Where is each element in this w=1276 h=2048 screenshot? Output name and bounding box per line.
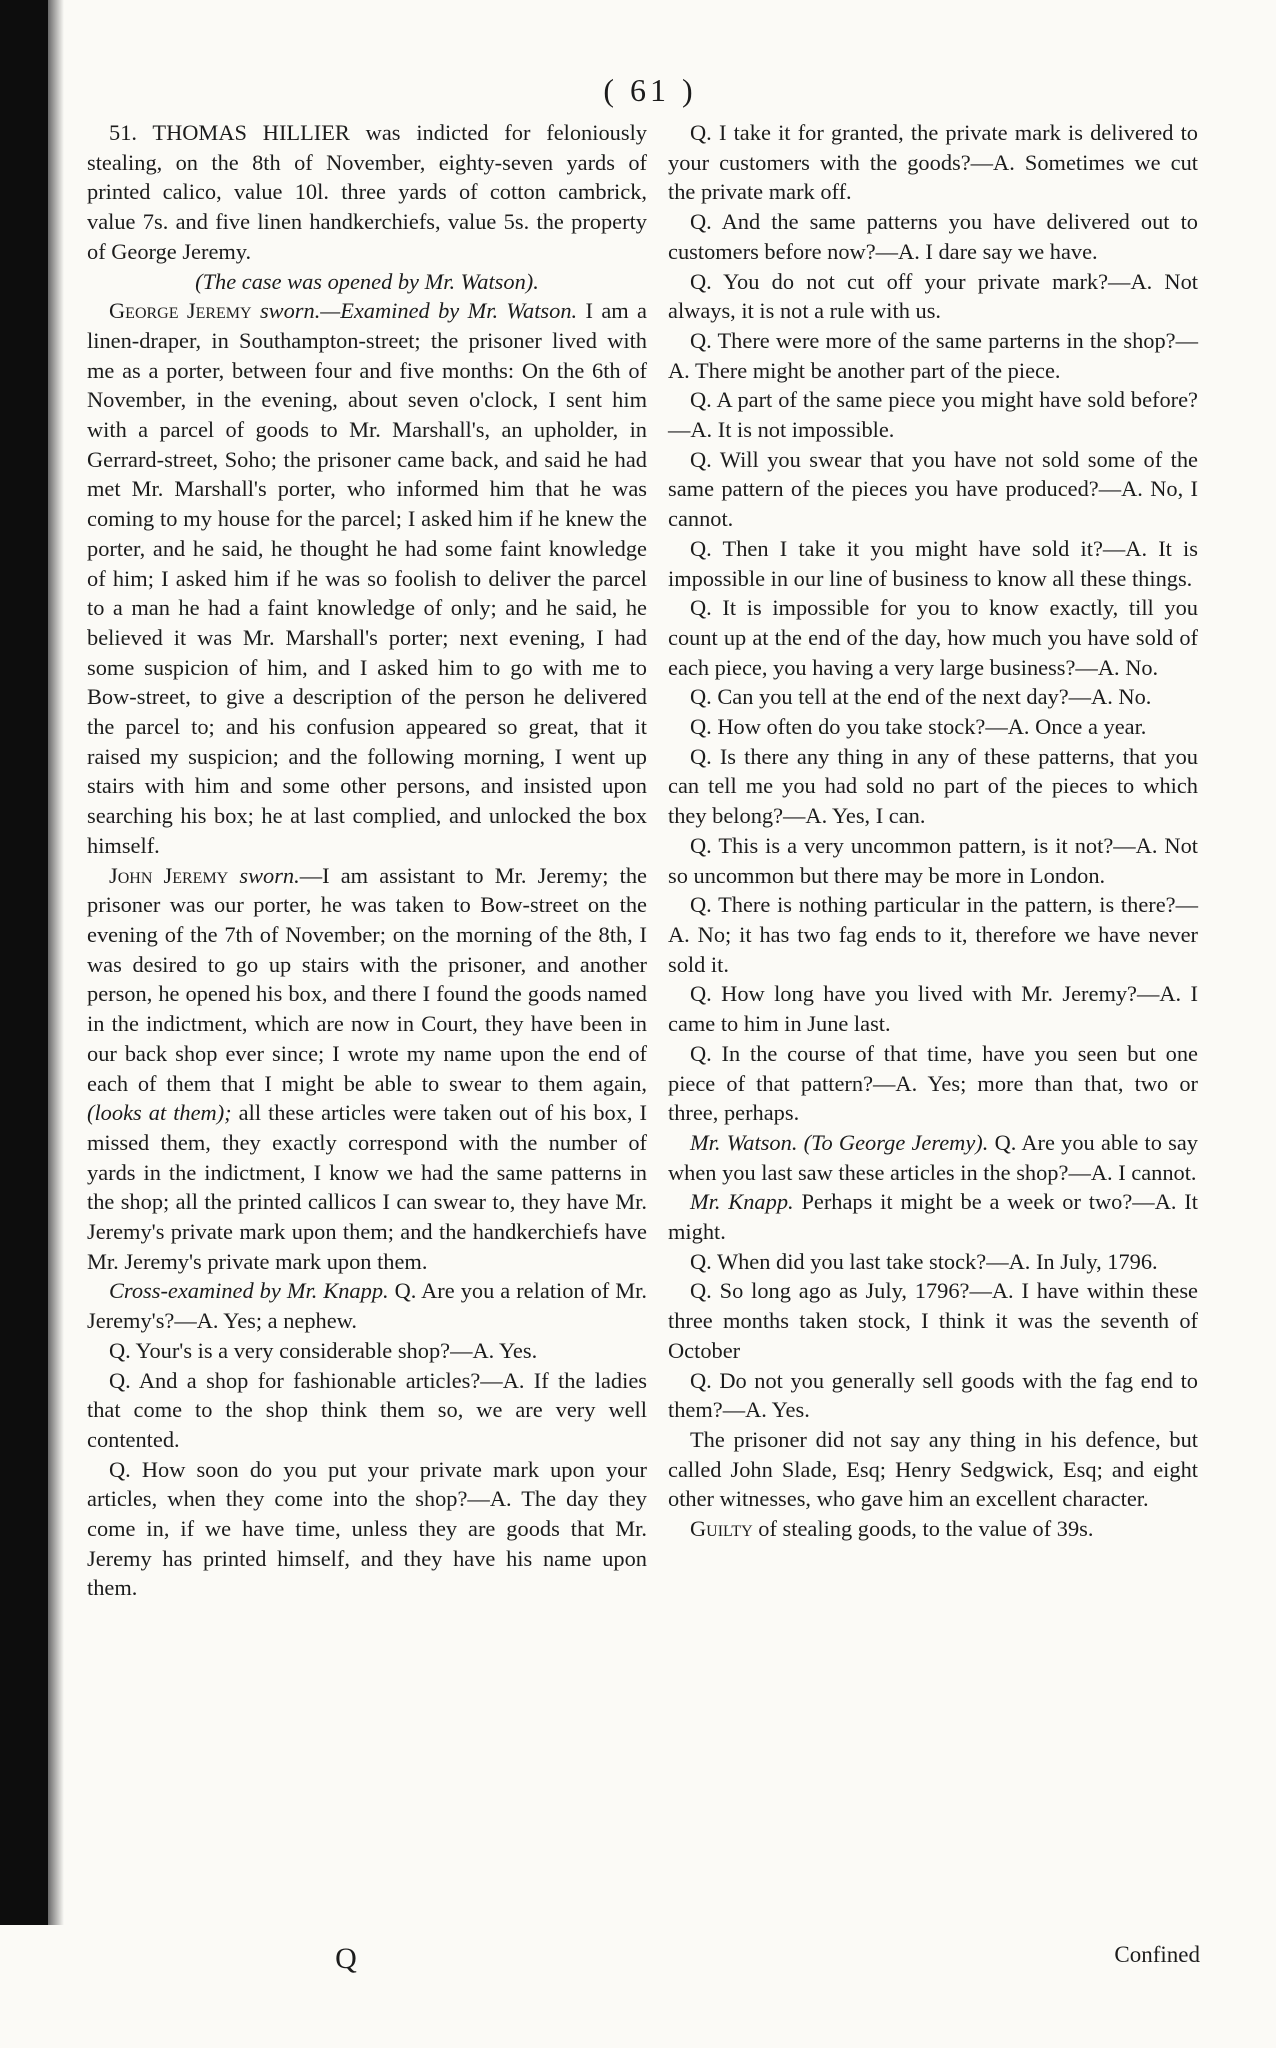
qa-paragraph: Q. How often do you take stock?—A. Once a year. <box>690 714 1147 740</box>
qa-paragraph: Q. There were more of the same parterns in the shop?—A. There might be another part of the piece. <box>668 327 1198 383</box>
cross-examined-note: Cross-examined by Mr. Knapp. <box>109 1278 389 1304</box>
binding-shadow <box>48 0 64 1925</box>
indictment-paragraph: 51. THOMAS HILLIER was indicted for feloniously stealing, on the 8th of November, eighty-seven yards of printed calico, value 10l. three yards of cotton cambrick, value 7s. and five linen handkerchiefs, value 5s. the property of George Jeremy. <box>87 120 647 264</box>
testimony-text: I am a linen-draper, in Southampton-street; the prisoner lived with me as a porter, between four and five months: On the 6th of November, in the evening, about seven o'clock, I sent him with a parcel of goods to Mr. Marshall's, an upholder, in Gerrard-street, Soho; the prisoner came back, and said he had met Mr. Marshall's porter, who informed him that he was coming to my house for the parcel; I asked him if he knew the porter, and he said, he thought he had some faint knowledge of him; I asked him if he was so foolish to deliver the parcel to a man he had a faint knowledge of only; and he said, he believed it was Mr. Marshall's porter; next evening, I had some suspicion of him, and I asked him to go with me to Bow-street, to give a description of the person he delivered the parcel to; and his confusion appeared so great, that it raised my suspicion; and the following morning, I went up stairs with him and some other persons, and insisted upon searching his box; he at last complied, and unlocked the box himself. <box>87 298 647 858</box>
qa-paragraph: Q. Is there any thing in any of these patterns, that you can tell me you had sold no part of the pieces to which they belong?—A. Yes, I can. <box>668 743 1198 829</box>
speaker-john-jeremy: John Jeremy <box>109 862 229 888</box>
qa-paragraph: Q. Will you swear that you have not sold some of the same pattern of the pieces you have produced?—A. No, I cannot. <box>668 446 1198 532</box>
cross-examination <box>87 1276 647 1335</box>
qa-paragraph: Q. In the course of that time, have you seen but one piece of that pattern?—A. Yes; more than that, two or three, perhaps. <box>668 1040 1198 1126</box>
signature-mark: Q <box>335 1942 357 1975</box>
qa-paragraph: Q. A part of the same piece you might have sold before?—A. It is not impossible. <box>668 387 1198 443</box>
verdict-text: of stealing goods, to the value of 39s. <box>758 1516 1094 1542</box>
sworn-note: sworn. <box>239 862 300 888</box>
qa-paragraph: Q. So long ago as July, 1796?—A. I have within these three months taken stock, I think it was the seventh of October <box>668 1278 1198 1363</box>
right-column <box>668 118 1198 1544</box>
qa-paragraph: Q. This is a very uncommon pattern, is it not?—A. Not so uncommon but there may be more in London. <box>668 832 1198 888</box>
speaker-mr-knapp: Mr. Knapp. <box>690 1189 794 1215</box>
qa-paragraph: Q. Do not you generally sell goods with the fag end to them?—A. Yes. <box>668 1367 1198 1423</box>
catchword: Confined <box>1114 1942 1200 1967</box>
testimony-text: all these articles were taken out of his box, I missed them, they exactly correspond with the number of yards in the indictment, I know we had the same patterns in the shop; all the printed callicos I can swear to, they have Mr. Jeremy's private mark upon them; and the handkerchiefs have Mr. Jeremy's private mark upon them. <box>87 1100 647 1274</box>
book-binding-edge <box>0 0 48 1925</box>
qa-paragraph: Q. How soon do you put your private mark upon your articles, when they come into the shop?—A. The day they come in, if we have time, unless they are goods that Mr. Jeremy has printed himself, and they have his name upon them. <box>87 1456 647 1601</box>
qa-paragraph: Q. How long have you lived with Mr. Jeremy?—A. I came to him in June last. <box>668 981 1198 1037</box>
verdict-paragraph <box>668 1514 1198 1544</box>
defence-paragraph: The prisoner did not say any thing in his defence, but called John Slade, Esq; Henry Sedgwick, Esq; and eight other witnesses, who gave him an excellent character. <box>668 1426 1198 1512</box>
watson-question <box>668 1128 1198 1187</box>
john-jeremy-testimony <box>87 861 647 1277</box>
qa-text: Perhaps it might be a week or two?—A. It might. <box>668 1189 1198 1245</box>
qa-paragraph: Q. When did you last take stock?—A. In July, 1796. <box>690 1248 1158 1274</box>
qa-paragraph: Q. Can you tell at the end of the next day?—A. No. <box>690 684 1152 710</box>
qa-paragraph: Q. Your's is a very considerable shop?—A. Yes. <box>109 1337 538 1363</box>
qa-paragraph: Q. There is nothing particular in the pattern, is there?—A. No; it has two fag ends to it, therefore we have never sold it. <box>668 892 1198 977</box>
qa-paragraph: Q. You do not cut off your private mark?—A. Not always, it is not a rule with us. <box>668 268 1198 324</box>
page-number: ( 61 ) <box>603 72 697 108</box>
george-jeremy-testimony <box>87 296 647 860</box>
sworn-note: sworn.—Examined by Mr. Watson. <box>259 298 578 324</box>
qa-paragraph: Q. And the same patterns you have delivered out to customers before now?—A. I dare say we have. <box>668 209 1198 264</box>
case-opened-note: (The case was opened by Mr. Watson). <box>195 268 539 294</box>
speaker-george-jeremy: George Jeremy <box>109 298 252 324</box>
knapp-question <box>668 1187 1198 1246</box>
qa-paragraph: Q. I take it for granted, the private mark is delivered to your customers with the goods?—A. Sometimes we cut the private mark off. <box>668 120 1198 205</box>
qa-paragraph: Q. And a shop for fashionable articles?—A. If the ladies that come to the shop think them so, we are very well contented. <box>87 1367 647 1452</box>
speaker-mr-watson: Mr. Watson. (To George Jeremy). <box>690 1129 989 1155</box>
qa-text: Q. Are you able to say when you last saw these articles in the shop?—A. I cannot. <box>668 1129 1198 1185</box>
qa-text: Q. Are you a relation of Mr. Jeremy's?—A. Yes; a nephew. <box>87 1278 647 1334</box>
verdict-word: Guilty <box>690 1516 753 1542</box>
qa-paragraph: Q. Then I take it you might have sold it?—A. It is impossible in our line of business to know all these things. <box>668 535 1198 591</box>
testimony-text: —I am assistant to Mr. Jeremy; the prisoner was our porter, he was taken to Bow-street on the evening of the 7th of November; on the morning of the 8th, I was desired to go up stairs with the prisoner, and another person, he opened his box, and there I found the goods named in the indictment, which are now in Court, they have been in our back shop ever since; I wrote my name upon the end of each of them that I might be able to swear to them again, <box>87 862 647 1096</box>
left-column <box>87 118 647 1603</box>
stage-direction: (looks at them); <box>87 1100 232 1126</box>
qa-paragraph: Q. It is impossible for you to know exactly, till you count up at the end of the day, how much you have sold of each piece, you having a very large business?—A. No. <box>668 595 1198 680</box>
